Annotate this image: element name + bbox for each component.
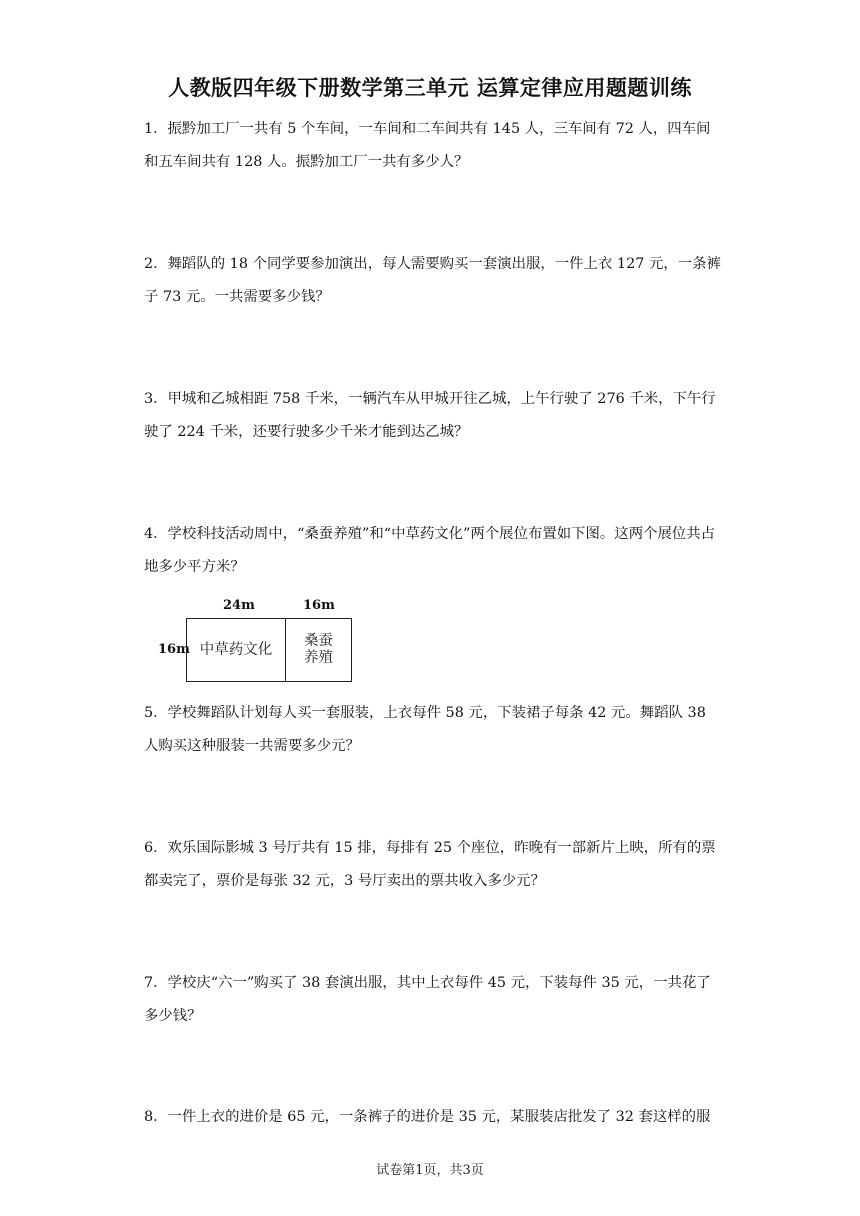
page-title: 人教版四年级下册数学第三单元 运算定律应用题题训练 bbox=[168, 76, 692, 100]
height-label: 16m bbox=[158, 642, 190, 657]
question-6: 6．欢乐国际影城 3 号厅共有 15 排，每排有 25 个座位，昨晚有一部新片上映，所有的票都卖完了，票价是每张 32 元，3 号厅卖出的票共收入多少元？ bbox=[144, 840, 716, 889]
question-2: 2．舞蹈队的 18 个同学要参加演出，每人需要购买一套演出服，一件上衣 127 元，一条裤子 73 元。一共需要多少钱？ bbox=[144, 256, 721, 305]
question-5: 5．学校舞蹈队计划每人买一套服装，上衣每件 58 元，下装裙子每条 42 元。舞蹈队 38 人购买这种服装一共需要多少元？ bbox=[144, 705, 706, 754]
question-4: 4．学校科技活动周中，“桑蚕养殖”和“中草药文化”两个展位布置如下图。这两个展位共占地多少平方米？ bbox=[144, 526, 716, 575]
right-width-label: 16m bbox=[303, 598, 335, 613]
booth-sericulture bbox=[285, 618, 352, 682]
question-8: 8．一件上衣的进价是 65 元，一条裤子的进价是 35 元，某服装店批发了 32 套这样的服 bbox=[144, 1109, 711, 1125]
booth-sericulture-label-line2: 养殖 bbox=[304, 650, 333, 666]
question-3: 3．甲城和乙城相距 758 千米，一辆汽车从甲城开往乙城，上午行驶了 276 千米，下午行驶了 224 千米，还要行驶多少千米才能到达乙城？ bbox=[144, 391, 716, 440]
left-width-label: 24m bbox=[223, 598, 255, 613]
page-footer: 试卷第1页，共3页 bbox=[376, 1163, 484, 1178]
booth-herbal-medicine-label: 中草药文化 bbox=[199, 641, 273, 658]
question-7: 7．学校庆“六一”购买了 38 套演出服，其中上衣每件 45 元，下装每件 35 元，一共花了多少钱？ bbox=[144, 975, 711, 1024]
booth-diagram bbox=[150, 596, 360, 688]
question-1: 1．振黔加工厂一共有 5 个车间，一车间和二车间共有 145 人，三车间有 72 人，四车间和五车间共有 128 人。振黔加工厂一共有多少人？ bbox=[144, 121, 711, 170]
booth-herbal-medicine bbox=[186, 618, 286, 682]
booth-sericulture-label-line1: 桑蚕 bbox=[304, 633, 333, 649]
